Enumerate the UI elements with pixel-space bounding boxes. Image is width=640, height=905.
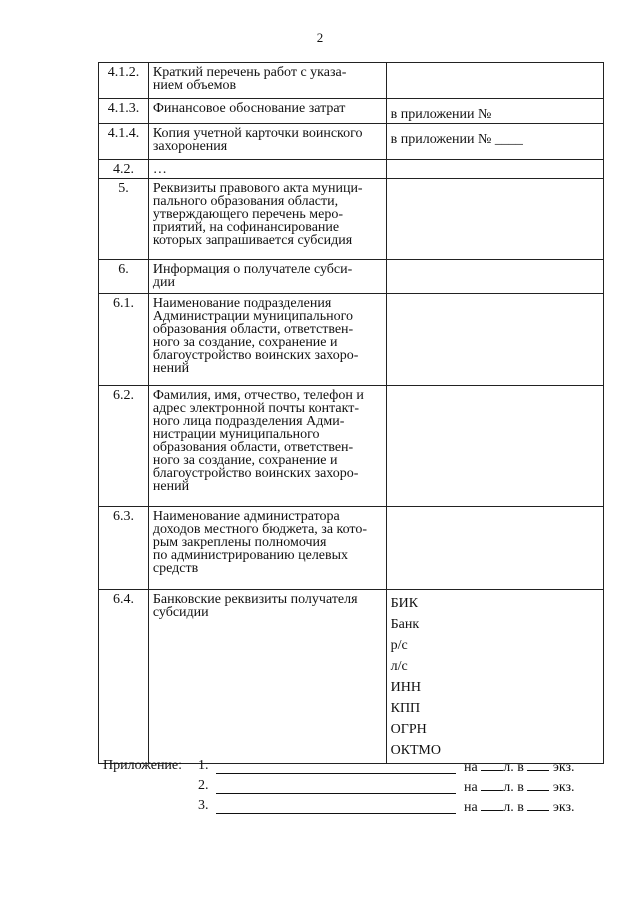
appendix-copies-blank[interactable] xyxy=(527,778,549,791)
row-number: 4.1.3. xyxy=(99,99,149,124)
row-value-field[interactable] xyxy=(386,63,603,99)
appendix-pages-blank[interactable] xyxy=(481,778,503,791)
bank-field-label[interactable]: л/с xyxy=(390,659,408,674)
appendix-pages-prefix: на xyxy=(464,780,482,795)
row-value-field[interactable] xyxy=(386,160,603,179)
row-label: Информация о получателе субси- дии xyxy=(148,260,386,294)
row-label: Финансовое обоснование затрат xyxy=(148,99,386,124)
appendix-item-quantity xyxy=(464,758,574,776)
appendix-item xyxy=(198,778,618,798)
application-form-table xyxy=(98,62,604,764)
row-number: 6.3. xyxy=(99,507,149,590)
page-number: 2 xyxy=(316,30,324,45)
row-value-field[interactable] xyxy=(386,507,603,590)
table-row xyxy=(99,507,604,590)
row-number: 6.4. xyxy=(99,590,149,764)
table-row xyxy=(99,179,604,260)
appendix-item xyxy=(198,758,618,778)
table-row xyxy=(99,386,604,507)
appendix-pages-prefix: на xyxy=(464,760,482,775)
table-row xyxy=(99,294,604,386)
appendix-item-quantity xyxy=(464,798,574,816)
bank-field-label[interactable]: ИНН xyxy=(390,680,421,695)
appendix-copies-suffix: экз. xyxy=(552,760,575,775)
appendix-item-name-line[interactable] xyxy=(216,793,456,794)
appendix-item-name-line[interactable] xyxy=(216,813,456,814)
appendix-copies-blank[interactable] xyxy=(527,798,549,811)
row-number: 4.2. xyxy=(99,160,149,179)
table-row xyxy=(99,160,604,179)
row-label: Реквизиты правового акта муници- пального образования области, утверждающего перечень меро- приятий, на софинансирование которых запрашивается субсидия xyxy=(148,179,386,260)
row-number: 4.1.2. xyxy=(99,63,149,99)
appendix-title: Приложение: xyxy=(103,758,183,773)
row-number: 5. xyxy=(99,179,149,260)
bank-field-label[interactable]: КПП xyxy=(390,701,421,716)
row-label: Наименование администратора доходов местного бюджета, за кото- рым закреплены полномочия по администрированию целевых средств xyxy=(148,507,386,590)
table-row xyxy=(99,63,604,99)
form-table-body xyxy=(99,63,604,764)
appendix-copies-suffix: экз. xyxy=(552,800,575,815)
row-label: Банковские реквизиты получателя субсидии xyxy=(148,590,386,764)
row-number: 6. xyxy=(99,260,149,294)
appendix-copies-prefix: л. в xyxy=(503,760,528,775)
row-value-field[interactable] xyxy=(386,179,603,260)
row-label: … xyxy=(148,160,386,179)
row-number: 6.1. xyxy=(99,294,149,386)
bank-field-label[interactable]: р/с xyxy=(390,638,408,653)
appendix-item-number: 1. xyxy=(198,758,209,773)
row-value-field[interactable]: в приложении № xyxy=(386,99,603,124)
appendix-item-quantity xyxy=(464,778,574,796)
row-value-field[interactable]: в приложении № ____ xyxy=(386,124,603,160)
row-value-field[interactable] xyxy=(386,294,603,386)
appendix-pages-blank[interactable] xyxy=(481,758,503,771)
appendix-pages-prefix: на xyxy=(464,800,482,815)
appendix-copies-blank[interactable] xyxy=(527,758,549,771)
row-value-field[interactable] xyxy=(386,386,603,507)
appendix-item xyxy=(198,798,618,818)
bank-field-label[interactable]: БИК xyxy=(390,596,419,611)
appendix-item-number: 3. xyxy=(198,798,209,813)
row-label: Фамилия, имя, отчество, телефон и адрес электронной почты контакт- ного лица подразделения Адми- нистрации муниципального образования области, ответствен- ного за создание, сохранение и благоустройство воинских захоро- нений xyxy=(148,386,386,507)
table-row xyxy=(99,99,604,124)
row-label: Краткий перечень работ с указа- нием объемов xyxy=(148,63,386,99)
bank-field-label[interactable]: ОКТМО xyxy=(390,743,441,758)
appendix-copies-prefix: л. в xyxy=(503,780,528,795)
appendix-copies-prefix: л. в xyxy=(503,800,528,815)
appendix-pages-blank[interactable] xyxy=(481,798,503,811)
table-row xyxy=(99,260,604,294)
bank-field-label[interactable]: Банк xyxy=(390,617,420,632)
row-label: Копия учетной карточки воинского захоронения xyxy=(148,124,386,160)
row-number: 4.1.4. xyxy=(99,124,149,160)
bank-fields-cell xyxy=(386,590,603,764)
table-row-bank-details xyxy=(99,590,604,764)
appendix-item-name-line[interactable] xyxy=(216,773,456,774)
row-number: 6.2. xyxy=(99,386,149,507)
bank-field-label[interactable]: ОГРН xyxy=(390,722,427,737)
appendix-copies-suffix: экз. xyxy=(552,780,575,795)
row-label: Наименование подразделения Администрации муниципального образования области, ответствен- ного за создание, сохранение и благоустройство воинских захоро- нений xyxy=(148,294,386,386)
table-row xyxy=(99,124,604,160)
appendix-item-number: 2. xyxy=(198,778,209,793)
row-value-field[interactable] xyxy=(386,260,603,294)
